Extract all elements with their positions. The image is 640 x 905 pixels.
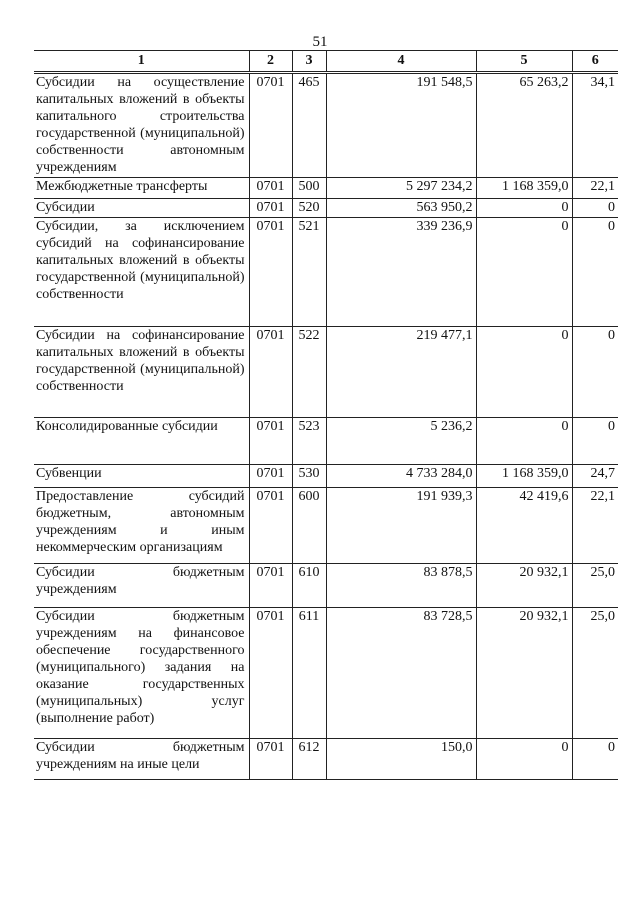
row-section-code: 0701 xyxy=(249,218,292,327)
row-expense-type: 612 xyxy=(292,739,326,780)
row-planned: 83 728,5 xyxy=(326,608,476,739)
table-row xyxy=(34,564,618,608)
row-executed: 0 xyxy=(476,739,572,780)
row-section-code: 0701 xyxy=(249,564,292,608)
row-percent: 0 xyxy=(572,327,618,418)
row-executed: 20 932,1 xyxy=(476,608,572,739)
row-expense-type: 500 xyxy=(292,178,326,199)
table-row xyxy=(34,218,618,327)
row-percent: 25,0 xyxy=(572,564,618,608)
row-expense-type: 530 xyxy=(292,465,326,488)
row-section-code: 0701 xyxy=(249,465,292,488)
row-section-code: 0701 xyxy=(249,488,292,564)
row-expense-type: 610 xyxy=(292,564,326,608)
row-percent: 0 xyxy=(572,418,618,465)
row-section-code: 0701 xyxy=(249,739,292,780)
header-col-2: 2 xyxy=(249,51,292,73)
row-planned: 150,0 xyxy=(326,739,476,780)
row-percent: 34,1 xyxy=(572,73,618,178)
header-col-5: 5 xyxy=(476,51,572,73)
row-executed: 65 263,2 xyxy=(476,73,572,178)
table-body xyxy=(34,73,618,780)
row-name: Предоставление субсидий бюджетным, автономным учреждениям и иным некоммерческим организациям xyxy=(34,488,249,564)
row-name: Консолидированные субсидии xyxy=(34,418,249,465)
row-executed: 0 xyxy=(476,327,572,418)
row-percent: 24,7 xyxy=(572,465,618,488)
row-planned: 563 950,2 xyxy=(326,199,476,218)
row-planned: 83 878,5 xyxy=(326,564,476,608)
row-expense-type: 523 xyxy=(292,418,326,465)
row-name: Межбюджетные трансферты xyxy=(34,178,249,199)
row-expense-type: 611 xyxy=(292,608,326,739)
row-name: Субсидии на осуществление капитальных вложений в объекты капитального строительства государственной (муниципальной) собственности автономным учреждениям xyxy=(34,73,249,178)
row-executed: 1 168 359,0 xyxy=(476,465,572,488)
row-executed: 1 168 359,0 xyxy=(476,178,572,199)
row-percent: 0 xyxy=(572,739,618,780)
row-planned: 5 297 234,2 xyxy=(326,178,476,199)
row-section-code: 0701 xyxy=(249,199,292,218)
table-row xyxy=(34,465,618,488)
header-col-6: 6 xyxy=(572,51,618,73)
row-name: Субсидии xyxy=(34,199,249,218)
row-planned: 191 548,5 xyxy=(326,73,476,178)
row-percent: 22,1 xyxy=(572,178,618,199)
row-section-code: 0701 xyxy=(249,178,292,199)
row-name: Субсидии на софинансирование капитальных вложений в объекты государственной (муниципальной) собственности xyxy=(34,327,249,418)
header-col-1: 1 xyxy=(34,51,249,73)
row-expense-type: 521 xyxy=(292,218,326,327)
table-row xyxy=(34,199,618,218)
row-name: Субсидии бюджетным учреждениям на финансовое обеспечение государственного (муниципального) задания на оказание государственных (муниципальных) услуг (выполнение работ) xyxy=(34,608,249,739)
row-name: Субсидии бюджетным учреждениям на иные цели xyxy=(34,739,249,780)
row-planned: 191 939,3 xyxy=(326,488,476,564)
row-name: Субсидии, за исключением субсидий на софинансирование капитальных вложений в объекты государственной (муниципальной) собственности xyxy=(34,218,249,327)
table-header xyxy=(34,51,618,73)
row-section-code: 0701 xyxy=(249,608,292,739)
row-planned: 339 236,9 xyxy=(326,218,476,327)
row-section-code: 0701 xyxy=(249,73,292,178)
table-row xyxy=(34,327,618,418)
budget-table xyxy=(34,50,618,780)
row-planned: 219 477,1 xyxy=(326,327,476,418)
row-percent: 22,1 xyxy=(572,488,618,564)
row-expense-type: 520 xyxy=(292,199,326,218)
header-row xyxy=(34,51,618,73)
header-col-4: 4 xyxy=(326,51,476,73)
row-section-code: 0701 xyxy=(249,327,292,418)
row-executed: 0 xyxy=(476,218,572,327)
header-col-3: 3 xyxy=(292,51,326,73)
row-executed: 42 419,6 xyxy=(476,488,572,564)
row-expense-type: 465 xyxy=(292,73,326,178)
row-name: Субсидии бюджетным учреждениям xyxy=(34,564,249,608)
row-section-code: 0701 xyxy=(249,418,292,465)
table-row xyxy=(34,608,618,739)
row-executed: 20 932,1 xyxy=(476,564,572,608)
budget-table-container xyxy=(34,50,618,780)
row-expense-type: 522 xyxy=(292,327,326,418)
row-executed: 0 xyxy=(476,199,572,218)
row-planned: 4 733 284,0 xyxy=(326,465,476,488)
row-expense-type: 600 xyxy=(292,488,326,564)
table-row xyxy=(34,488,618,564)
row-executed: 0 xyxy=(476,418,572,465)
row-percent: 25,0 xyxy=(572,608,618,739)
row-name: Субвенции xyxy=(34,465,249,488)
page-number: 51 xyxy=(312,34,328,50)
row-percent: 0 xyxy=(572,218,618,327)
table-row xyxy=(34,178,618,199)
row-percent: 0 xyxy=(572,199,618,218)
row-planned: 5 236,2 xyxy=(326,418,476,465)
table-row xyxy=(34,418,618,465)
table-row xyxy=(34,73,618,178)
table-row xyxy=(34,739,618,780)
